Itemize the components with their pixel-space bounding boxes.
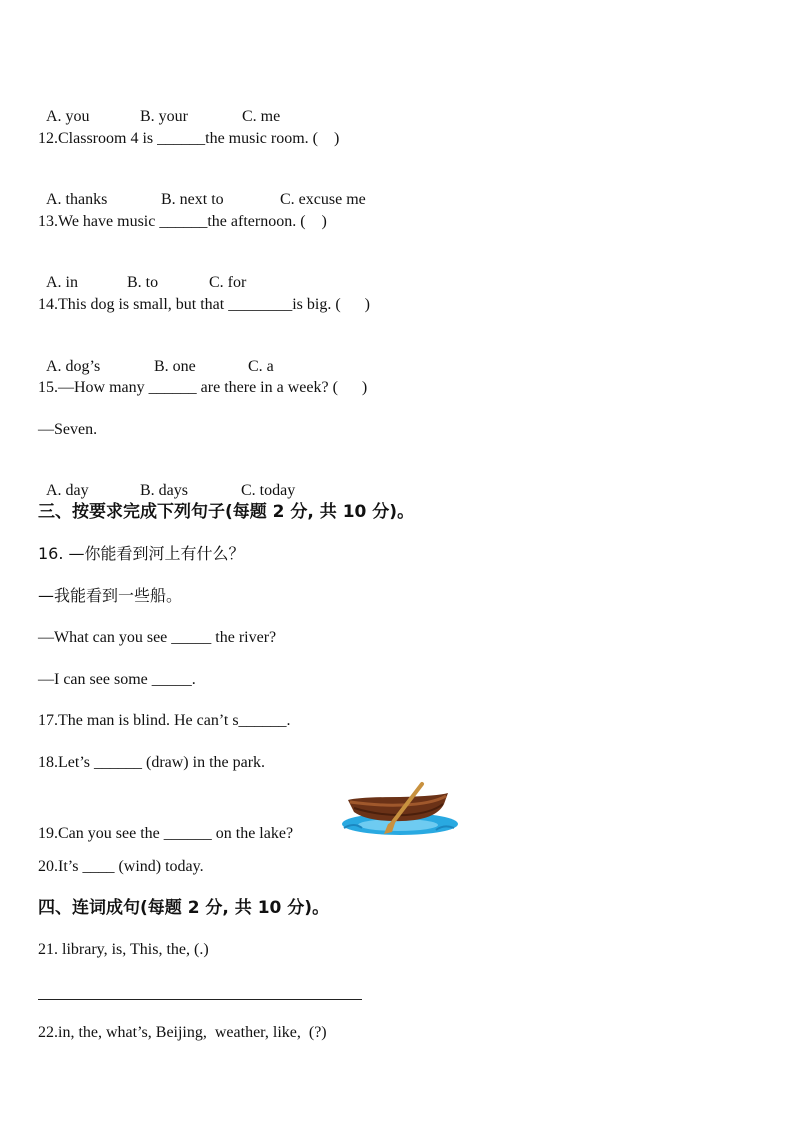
q12-option-c: C. excuse me (280, 191, 366, 208)
q16-english-question: —What can you see _____ the river? (38, 629, 277, 646)
section-3-heading: 三、按要求完成下列句子(每题 2 分, 共 10 分)。 (38, 502, 415, 522)
q19-question: 19.Can you see the ______ on the lake? (38, 825, 294, 842)
q16-english-answer: —I can see some _____. (38, 671, 196, 688)
q11-options (38, 87, 280, 127)
q12-question: 12.Classroom 4 is ______the music room. ( ) (38, 130, 340, 147)
section-4-heading: 四、连词成句(每题 2 分, 共 10 分)。 (38, 898, 330, 918)
q13-options (38, 253, 246, 293)
q18-question: 18.Let’s ______ (draw) in the park. (38, 754, 266, 771)
q15-option-c: C. today (241, 482, 296, 499)
q14-option-a: A. dog’s (46, 358, 101, 375)
q21-question: 21. library, is, This, the, (.) (38, 941, 209, 958)
q13-option-a: A. in (46, 274, 78, 291)
q12-option-b: B. next to (161, 191, 224, 208)
q15-option-a: A. day (46, 482, 89, 499)
q14-options (38, 337, 274, 377)
q14-option-b: B. one (154, 358, 196, 375)
q13-question: 13.We have music ______the afternoon. ( ) (38, 213, 327, 230)
q16-chinese-answer: —我能看到一些船。 (38, 586, 183, 605)
rowboat-image (340, 780, 460, 844)
q12-option-a: A. thanks (46, 191, 108, 208)
q15-option-b: B. days (140, 482, 188, 499)
q15-options (38, 461, 295, 501)
q14-question: 14.This dog is small, but that ________is big. ( ) (38, 296, 370, 313)
q17-question: 17.The man is blind. He can’t s______. (38, 712, 291, 729)
q12-options (38, 170, 366, 210)
q11-option-a: A. you (46, 108, 90, 125)
q22-question: 22.in, the, what’s, Beijing, weather, like, (?) (38, 1024, 327, 1041)
q13-option-b: B. to (127, 274, 159, 291)
q11-option-c: C. me (242, 108, 281, 125)
q14-option-c: C. a (248, 358, 274, 375)
q20-question: 20.It’s ____ (wind) today. (38, 858, 204, 875)
q15-answer: —Seven. (38, 421, 98, 438)
q15-question: 15.—How many ______ are there in a week? ( ) (38, 379, 368, 396)
q13-option-c: C. for (209, 274, 247, 291)
q16-chinese-question: 16. —你能看到河上有什么？ (38, 544, 245, 563)
q21-answer-line (38, 999, 362, 1000)
q11-option-b: B. your (140, 108, 188, 125)
